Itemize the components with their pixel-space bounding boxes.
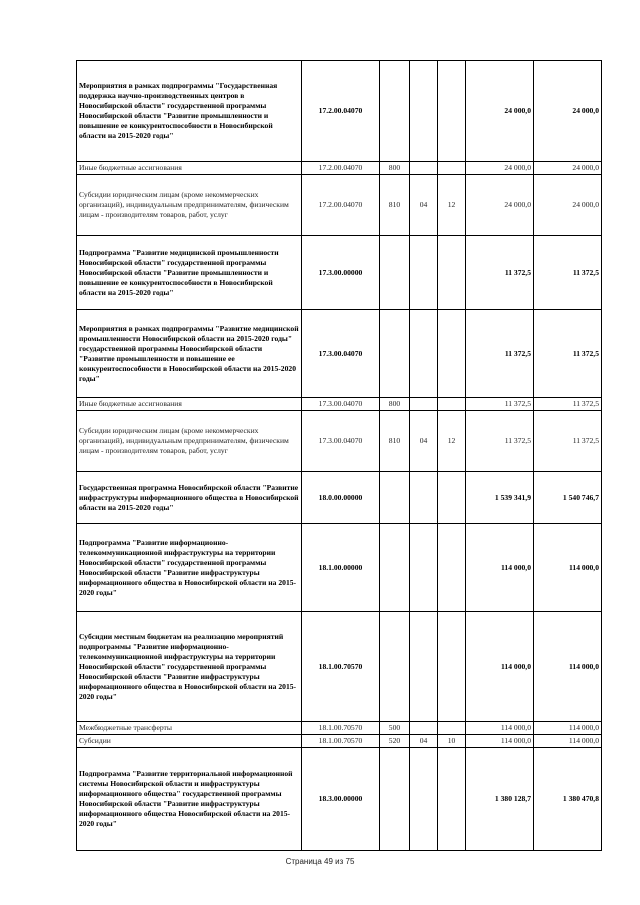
row-sum-1: 24 000,0 <box>466 162 534 175</box>
row-vr <box>380 612 410 722</box>
row-vr: 520 <box>380 735 410 748</box>
row-vr <box>380 524 410 612</box>
row-csr: 18.1.00.70570 <box>302 735 380 748</box>
row-name: Иные бюджетные ассигнования <box>77 398 302 411</box>
page-number: Страница 49 из 75 <box>285 857 355 866</box>
row-sum-2: 114 000,0 <box>534 612 602 722</box>
table-row <box>77 310 602 398</box>
row-rz <box>410 61 438 162</box>
row-csr: 17.3.00.04070 <box>302 411 380 472</box>
row-pr: 10 <box>438 735 466 748</box>
table-row <box>77 735 602 748</box>
table-row <box>77 524 602 612</box>
row-pr <box>438 61 466 162</box>
row-vr: 500 <box>380 722 410 735</box>
table-row <box>77 612 602 722</box>
row-pr <box>438 310 466 398</box>
row-csr: 17.2.00.04070 <box>302 175 380 236</box>
row-csr: 17.3.00.04070 <box>302 310 380 398</box>
row-pr <box>438 472 466 524</box>
row-name: Межбюджетные трансферты <box>77 722 302 735</box>
row-rz <box>410 524 438 612</box>
row-pr: 12 <box>438 175 466 236</box>
row-sum-1: 11 372,5 <box>466 411 534 472</box>
row-sum-1: 114 000,0 <box>466 612 534 722</box>
row-vr: 810 <box>380 175 410 236</box>
row-name: Государственная программа Новосибирской области "Развитие инфраструктуры информационного общества в Новосибирской области на 2015-2020 годы" <box>77 472 302 524</box>
row-sum-1: 1 539 341,9 <box>466 472 534 524</box>
row-pr <box>438 748 466 851</box>
row-sum-2: 24 000,0 <box>534 61 602 162</box>
budget-table <box>76 60 602 851</box>
row-sum-1: 114 000,0 <box>466 735 534 748</box>
row-rz <box>410 748 438 851</box>
row-pr <box>438 162 466 175</box>
row-sum-1: 11 372,5 <box>466 236 534 310</box>
row-rz: 04 <box>410 175 438 236</box>
row-name: Субсидии юридическим лицам (кроме некоммерческих организаций), индивидуальным предпринимателям, физическим лицам - производителям товаров, работ, услуг <box>77 411 302 472</box>
row-vr: 810 <box>380 411 410 472</box>
row-vr <box>380 236 410 310</box>
row-name: Подпрограмма "Развитие медицинской промышленности Новосибирской области" государственной программы Новосибирской области "Развитие промышленности и повышение ее конкурентоспособности в Новосибирской области на 2015-2020 годы" <box>77 236 302 310</box>
row-name: Мероприятия в рамках подпрограммы "Государственная поддержка научно-производственных центров в Новосибирской области" государственной программы Новосибирской области "Развитие промышленности и повышение ее конкурентоспособности в Новосибирской области на 2015-2020 годы" <box>77 61 302 162</box>
row-name: Подпрограмма "Развитие информационно-телекоммуникационной инфраструктуры на территории Новосибирской области" государственной программы Новосибирской области "Развитие инфраструктуры информационного общества в Новосибирской области на 2015-2020 годы" <box>77 524 302 612</box>
row-rz <box>410 236 438 310</box>
row-vr <box>380 748 410 851</box>
table-row <box>77 722 602 735</box>
row-sum-1: 114 000,0 <box>466 524 534 612</box>
row-pr <box>438 524 466 612</box>
row-pr <box>438 722 466 735</box>
row-rz: 04 <box>410 411 438 472</box>
row-rz <box>410 162 438 175</box>
row-name: Субсидии <box>77 735 302 748</box>
row-vr: 800 <box>380 398 410 411</box>
row-pr <box>438 236 466 310</box>
row-sum-2: 24 000,0 <box>534 175 602 236</box>
row-sum-2: 11 372,5 <box>534 236 602 310</box>
row-rz <box>410 398 438 411</box>
row-sum-2: 114 000,0 <box>534 524 602 612</box>
table-row <box>77 175 602 236</box>
row-rz <box>410 310 438 398</box>
row-sum-2: 1 540 746,7 <box>534 472 602 524</box>
table-row <box>77 748 602 851</box>
table-row <box>77 162 602 175</box>
row-name: Мероприятия в рамках подпрограммы "Развитие медицинской промышленности Новосибирской области на 2015-2020 годы" государственной программы Новосибирской области "Развитие промышленности и повышение ее конкурентоспособности в Новосибирской области на 2015-2020 годы" <box>77 310 302 398</box>
row-pr <box>438 398 466 411</box>
row-csr: 18.1.00.70570 <box>302 612 380 722</box>
row-sum-1: 1 380 128,7 <box>466 748 534 851</box>
row-sum-2: 114 000,0 <box>534 722 602 735</box>
row-vr <box>380 61 410 162</box>
row-name: Иные бюджетные ассигнования <box>77 162 302 175</box>
row-vr <box>380 310 410 398</box>
row-csr: 17.3.00.00000 <box>302 236 380 310</box>
row-csr: 17.2.00.04070 <box>302 61 380 162</box>
row-csr: 18.1.00.00000 <box>302 524 380 612</box>
row-sum-1: 11 372,5 <box>466 310 534 398</box>
row-csr: 18.3.00.00000 <box>302 748 380 851</box>
table-row <box>77 411 602 472</box>
row-csr: 17.3.00.04070 <box>302 398 380 411</box>
row-sum-2: 11 372,5 <box>534 411 602 472</box>
row-sum-2: 1 380 470,8 <box>534 748 602 851</box>
row-sum-2: 11 372,5 <box>534 398 602 411</box>
table-row <box>77 398 602 411</box>
table-row <box>77 472 602 524</box>
row-rz <box>410 722 438 735</box>
row-sum-2: 114 000,0 <box>534 735 602 748</box>
row-sum-2: 24 000,0 <box>534 162 602 175</box>
row-csr: 18.1.00.70570 <box>302 722 380 735</box>
row-pr <box>438 612 466 722</box>
row-csr: 18.0.00.00000 <box>302 472 380 524</box>
row-sum-1: 24 000,0 <box>466 175 534 236</box>
row-name: Субсидии юридическим лицам (кроме некоммерческих организаций), индивидуальным предпринимателям, физическим лицам - производителям товаров, работ, услуг <box>77 175 302 236</box>
table-row <box>77 236 602 310</box>
row-rz: 04 <box>410 735 438 748</box>
row-name: Подпрограмма "Развитие территориальной информационной системы Новосибирской области и инфраструктуры информационного общества" государственной программы Новосибирской области "Развитие инфраструктуры информационного общества Новосибирской области на 2015-2020 годы" <box>77 748 302 851</box>
row-sum-1: 11 372,5 <box>466 398 534 411</box>
row-rz <box>410 612 438 722</box>
row-pr: 12 <box>438 411 466 472</box>
row-csr: 17.2.00.04070 <box>302 162 380 175</box>
row-sum-1: 24 000,0 <box>466 61 534 162</box>
row-sum-1: 114 000,0 <box>466 722 534 735</box>
row-vr <box>380 472 410 524</box>
row-sum-2: 11 372,5 <box>534 310 602 398</box>
row-rz <box>410 472 438 524</box>
table-row <box>77 61 602 162</box>
row-name: Субсидии местным бюджетам на реализацию мероприятий подпрограммы "Развитие информационно-телекоммуникационной инфраструктуры на территории Новосибирской области" государственной программы Новосибирской области "Развитие инфраструктуры информационного общества в Новосибирской области на 2015-2020 годы" <box>77 612 302 722</box>
row-vr: 800 <box>380 162 410 175</box>
